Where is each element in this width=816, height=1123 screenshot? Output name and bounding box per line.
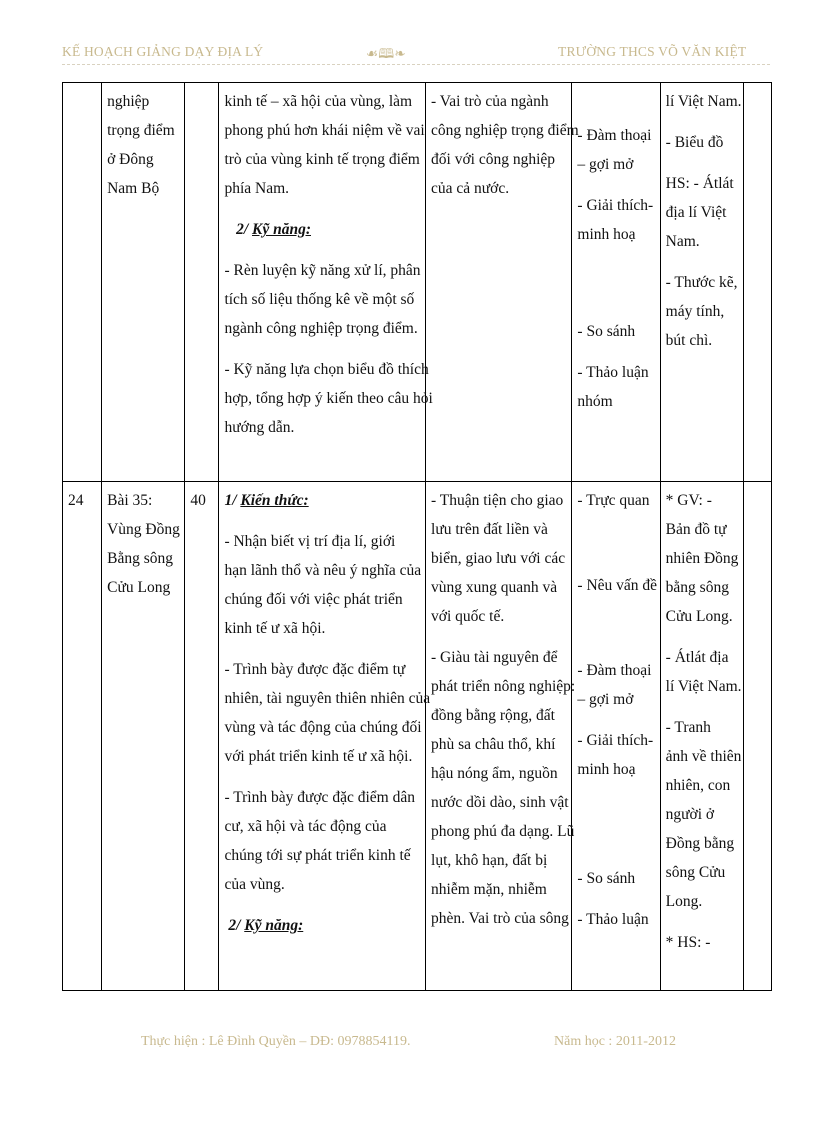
objectives-cell: kinh tế – xã hội của vùng, làm phong phú hơn khái niệm về vai trò của vùng kinh tế trọng điểm phía Nam. 2/ Kỹ năng: - Rèn luyện kỹ năng xử lí, phân tích số liệu thống kê về một số ngành công nghiệp trọng điểm. - Kỹ năng lựa chọn biểu đồ thích hợp, tổng hợp ý kiến theo câu hỏi hướng dẫn. <box>219 83 426 482</box>
periods-cell: 40 <box>185 482 219 991</box>
content-cell: - Vai trò của ngành công nghiệp trọng điểm đối với công nghiệp của cả nước. <box>426 83 572 482</box>
header-school-name: TRƯỜNG THCS VÕ VĂN KIỆT <box>558 44 747 59</box>
notes-cell <box>743 482 771 991</box>
materials-cell: lí Việt Nam. - Biểu đồ HS: - Átlát địa lí Việt Nam. - Thước kẽ, máy tính, bút chì. <box>660 83 743 482</box>
lesson-plan-table <box>62 82 772 991</box>
footer-author: Thực hiện : Lê Đình Quyền – DĐ: 0978854119. <box>141 1034 411 1049</box>
week-cell <box>63 83 102 482</box>
periods-cell <box>185 83 219 482</box>
skills-heading: 2/ Kỹ năng: <box>236 221 311 238</box>
table-row <box>63 482 772 991</box>
methods-cell: - Đàm thoại – gợi mở - Giải thích- minh hoạ - So sánh - Thảo luận nhóm <box>572 83 660 482</box>
table-row <box>63 83 772 482</box>
footer-school-year: Năm học : 2011-2012 <box>554 1034 676 1049</box>
header-divider <box>62 64 770 65</box>
header-school-plan-title: KẾ HOẠCH GIẢNG DẠY ĐỊA LÝ <box>62 44 264 59</box>
materials-cell: * GV: - Bản đồ tự nhiên Đồng bằng sông Cửu Long. - Átlát địa lí Việt Nam. - Tranh ảnh về thiên nhiên, con người ở Đồng bằng sông Cửu Long. * HS: - <box>660 482 743 991</box>
week-cell: 24 <box>63 482 102 991</box>
lesson-cell: nghiệp trọng điểm ở Đông Nam Bộ <box>102 83 185 482</box>
lesson-cell: Bài 35: Vùng Đồng Bằng sông Cửu Long <box>102 482 185 991</box>
skills-heading: 2/ Kỹ năng: <box>228 917 304 934</box>
knowledge-heading: 1/ Kiến thức: <box>224 492 309 509</box>
objectives-cell: 1/ Kiến thức: - Nhận biết vị trí địa lí, giới hạn lãnh thổ và nêu ý nghĩa của chúng đối với việc phát triển kinh tế ư xã hội. - Trình bày được đặc điểm tự nhiên, tài nguyên thiên nhiên của vùng và tác động của chúng đối với phát triển kinh tế ư xã hội. - Trình bày được đặc điểm dân cư, xã hội và tác động của chúng tới sự phát triển kinh tế của vùng. 2/ Kỹ năng: <box>219 482 426 991</box>
content-cell: - Thuận tiện cho giao lưu trên đất liền và biển, giao lưu với các vùng xung quanh và với quốc tế. - Giàu tài nguyên để phát triển nông nghiệp: đồng bằng rộng, đất phù sa châu thổ, khí hậu nóng ẩm, nguồn nước dồi dào, sinh vật phong phú đa dạng. Lũ lụt, khô hạn, đất bị nhiễm mặn, nhiễm phèn. Vai trò của sông <box>426 482 572 991</box>
methods-cell: - Trực quan - Nêu vấn đề - Đàm thoại – gợi mở - Giải thích- minh hoạ - So sánh - Thảo luận <box>572 482 660 991</box>
header-ornament: ☙🕮❧ <box>366 46 406 61</box>
notes-cell <box>743 83 771 482</box>
